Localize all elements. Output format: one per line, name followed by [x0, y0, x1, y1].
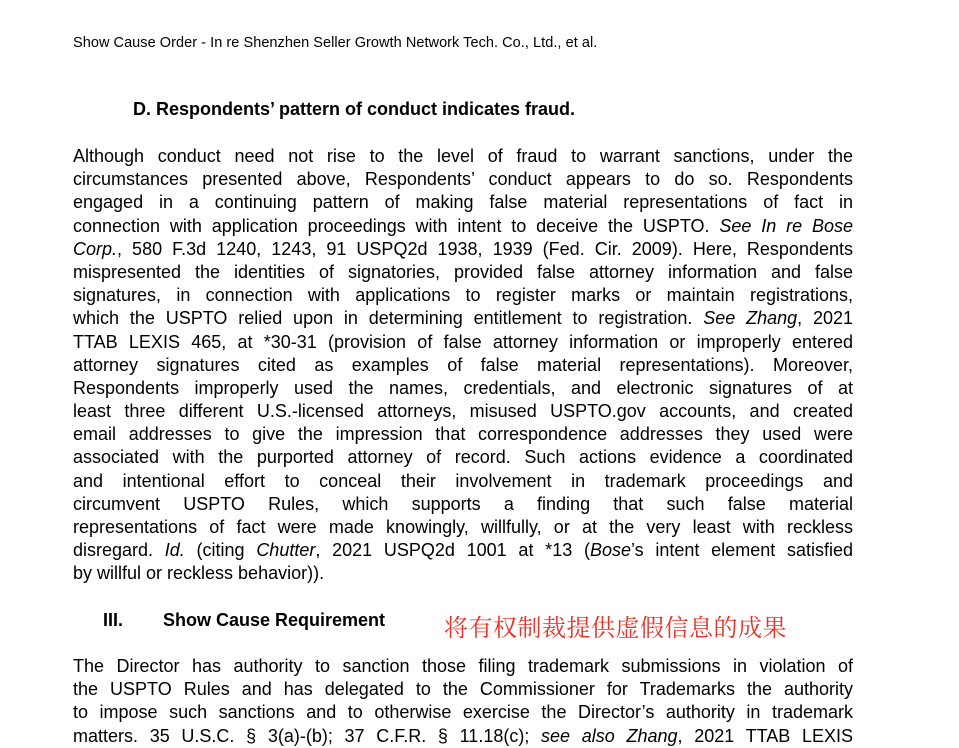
text-run: , 2021 USPQ2d 1001 at *13 ( — [315, 540, 590, 561]
text-line — [73, 354, 853, 377]
text-line — [73, 215, 853, 238]
text-run: signatures, in connection with applications to register marks or maintain registrations, — [73, 285, 853, 306]
section-d-paragraph — [73, 145, 853, 586]
text-line — [73, 331, 853, 354]
section-iii-number: III. — [103, 610, 124, 630]
text-run: TTAB LEXIS 465, at *30-31 (provision of false attorney information or improperly entered — [73, 331, 853, 352]
text-line — [73, 423, 853, 446]
section-iii-title: Show Cause Requirement — [163, 610, 386, 630]
handwritten-annotation: 将有权制裁提供虚假信息的成果 — [444, 614, 787, 642]
text-run: representations of fact were made knowingly, willfully, or at the very least with reckless — [73, 517, 853, 537]
italic-citation: Chutter — [256, 540, 316, 561]
text-run: Although conduct need not rise to the level of fraud to warrant sanctions, under the — [73, 146, 853, 166]
section-iii-paragraph — [73, 655, 853, 748]
text-run: , 2021 TTAB LEXIS — [677, 725, 853, 746]
text-run: by willful or reckless behavior)). — [73, 563, 325, 584]
text-run: (citing — [184, 540, 257, 561]
text-line — [73, 145, 853, 168]
italic-citation: See Zhang — [703, 308, 798, 329]
text-run: matters. 35 U.S.C. § 3(a)-(b); 37 C.F.R. § 11.18(c); — [73, 725, 542, 746]
section-d-heading: D. Respondents’ pattern of conduct indicates fraud. — [133, 99, 576, 119]
text-run: email addresses to give the impression that correspondence addresses they used were — [73, 424, 853, 445]
text-run: circumvent USPTO Rules, which supports a finding that such false material — [73, 493, 853, 514]
text-line — [73, 377, 853, 400]
text-run: connection with application proceedings with intent to deceive the USPTO. — [73, 215, 720, 236]
italic-citation: See In re Bose — [719, 215, 853, 236]
text-line — [73, 284, 853, 307]
text-line — [73, 238, 853, 261]
text-run: circumstances presented above, Respondents’ conduct appears to do so. Respondents — [73, 169, 853, 190]
text-run: attorney signatures cited as examples of false material representations). Moreover, — [73, 354, 853, 375]
text-run: least three different U.S.-licensed attorneys, misused USPTO.gov accounts, and created — [73, 401, 853, 422]
text-line — [73, 493, 853, 516]
text-line — [73, 655, 853, 678]
text-run: associated with the purported attorney of record. Such actions evidence a coordinated — [73, 447, 853, 468]
text-run: Respondents improperly used the names, credentials, and electronic signatures of at — [73, 377, 853, 398]
running-header: Show Cause Order - In re Shenzhen Seller Growth Network Tech. Co., Ltd., et al. — [73, 35, 598, 51]
italic-citation: Corp. — [73, 238, 118, 259]
text-line — [73, 168, 853, 191]
text-line — [73, 678, 853, 701]
text-run: The Director has authority to sanction those filing trademark submissions in violation of — [73, 656, 853, 676]
text-run: , 580 F.3d 1240, 1243, 91 USPQ2d 1938, 1939 (Fed. Cir. 2009). Here, Respondents — [117, 238, 853, 259]
text-line — [73, 701, 853, 724]
text-line — [73, 261, 853, 284]
text-run: disregard. — [73, 540, 165, 561]
text-line — [73, 539, 853, 562]
text-line — [73, 446, 853, 469]
italic-citation: Id. — [164, 540, 185, 561]
text-run: which the USPTO relied upon in determining entitlement to registration. — [73, 308, 704, 329]
italic-citation: Bose — [589, 540, 631, 561]
text-run: to impose such sanctions and to otherwise exercise the Director’s authority in trademark — [73, 702, 853, 723]
text-line — [73, 725, 853, 748]
text-run: engaged in a continuing pattern of making false material representations of fact in — [73, 192, 853, 213]
text-run: mispresented the identities of signatories, provided false attorney information and false — [73, 261, 853, 282]
text-line — [73, 400, 853, 423]
text-run: and intentional effort to conceal their involvement in trademark proceedings and — [73, 470, 853, 491]
text-line — [73, 307, 853, 330]
text-line — [73, 516, 853, 539]
text-line — [73, 191, 853, 214]
text-run: ’s intent element satisfied — [630, 540, 853, 561]
text-run: , 2021 — [797, 308, 854, 329]
text-line — [73, 562, 853, 585]
text-line — [73, 470, 853, 493]
text-run: the USPTO Rules and has delegated to the Commissioner for Trademarks the authority — [73, 679, 853, 700]
italic-citation: see also Zhang — [541, 725, 678, 746]
